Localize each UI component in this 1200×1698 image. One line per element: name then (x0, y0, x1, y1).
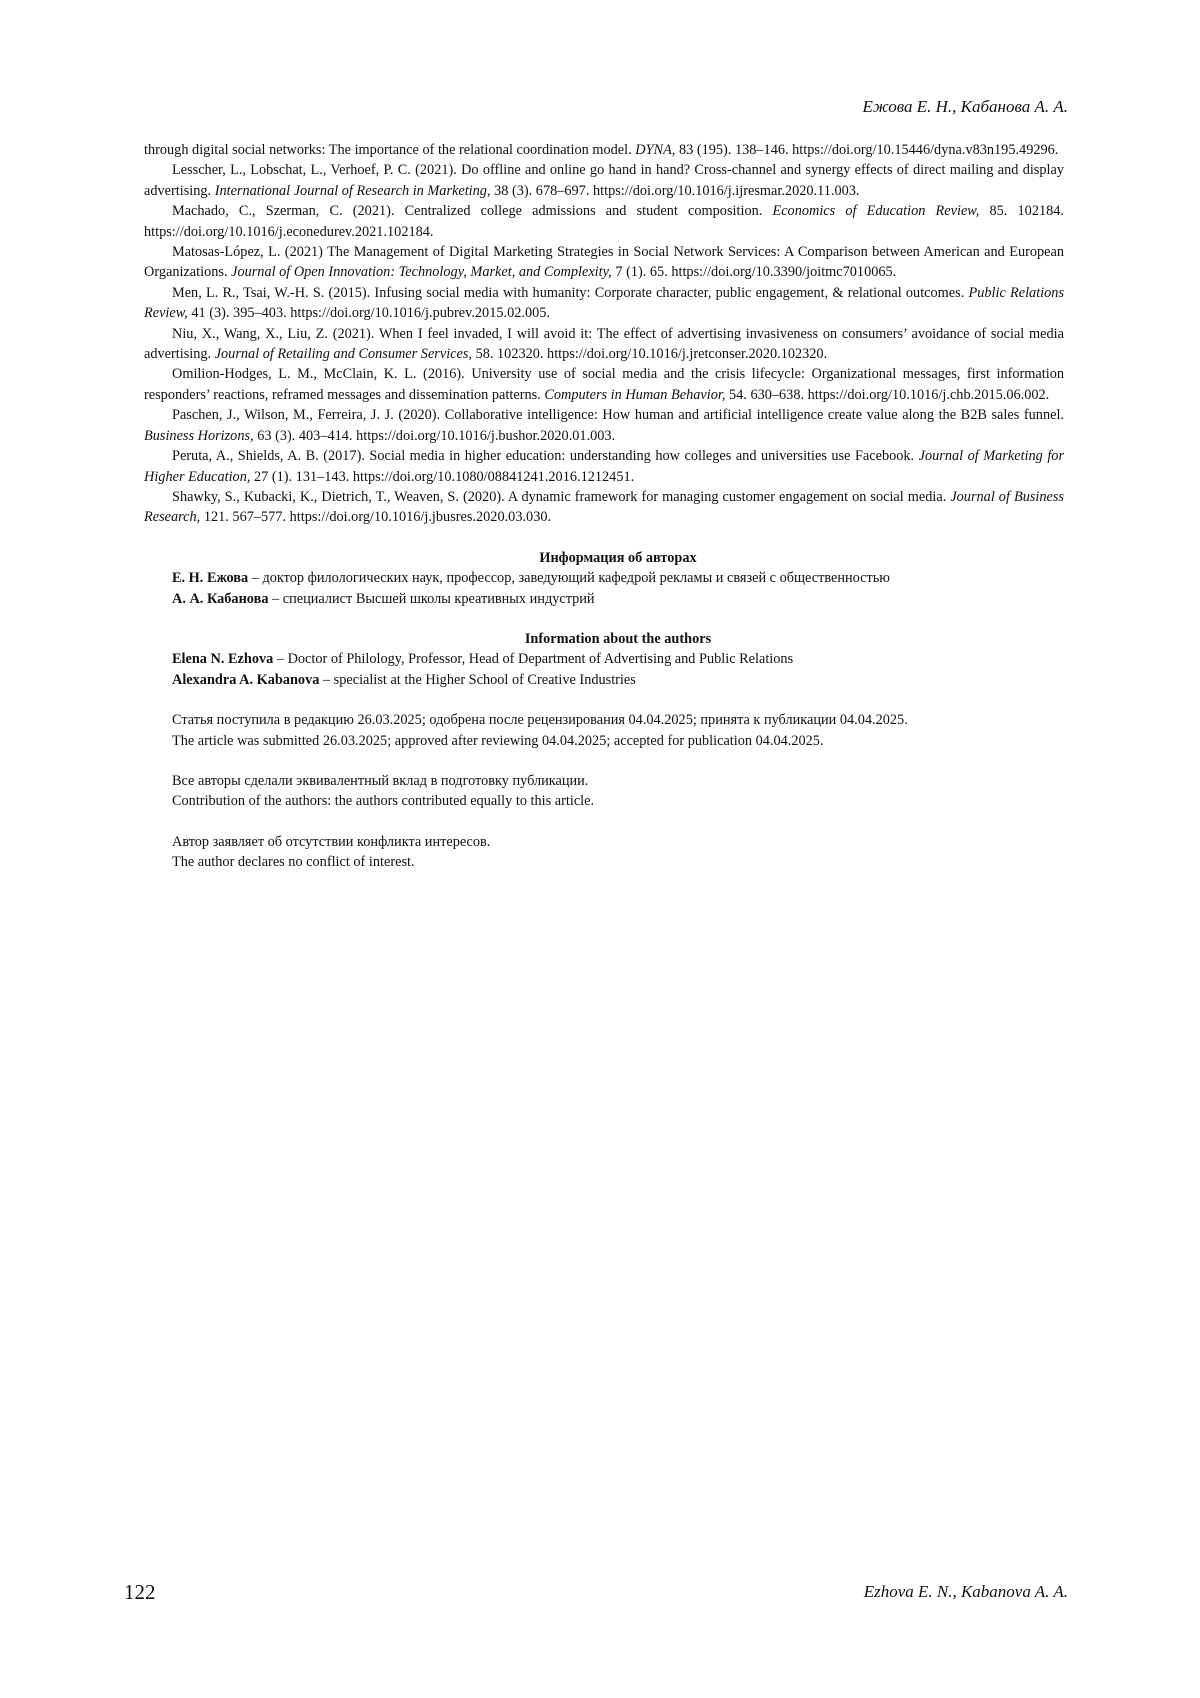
author-line: Е. Н. Ежова – доктор филологических наук, профессор, заведующий кафедрой рекламы и связей с общественностью (172, 570, 890, 587)
page-number: 122 (124, 1580, 156, 1604)
author-name: Elena N. Ezhova (172, 651, 274, 668)
reference-item: Matosas-López, L. (2021) The Management of Digital Marketing Strategies in Social Network Services: A Comparison between American and European Organizations. Journal of Open Innovation: Technology, Market, and Complexity, 7 (1). 65. https://doi.org/10.3390/joitmc7010065. (144, 244, 1064, 281)
author-name: Alexandra A. Kabanova (172, 671, 320, 688)
authors-info-en-title: Information about the authors (524, 630, 712, 647)
author-line: Elena N. Ezhova – Doctor of Philology, Professor, Head of Department of Advertising and Public Relations (172, 651, 794, 668)
author-name: А. А. Кабанова (172, 590, 269, 607)
reference-item: Paschen, J., Wilson, M., Ferreira, J. J. (2020). Collaborative intelligence: How human and artificial intelligence create value along the B2B sales funnel. Business Horizons, 63 (3). 403–414. https://doi.org/10.1016/j.bushor.2020.01.003. (144, 407, 1064, 444)
running-foot: Ezhova E. N., Kabanova A. A. (863, 1582, 1068, 1601)
reference-item: Shawky, S., Kubacki, K., Dietrich, T., Weaven, S. (2020). A dynamic framework for managing customer engagement on social media. Journal of Business Research, 121. 567–577. https://doi.org/10.1016/j.jbusres.2020.03.030. (144, 488, 1064, 526)
author-line: Alexandra A. Kabanova – specialist at the Higher School of Creative Industries (172, 671, 636, 688)
authors-info-ru (144, 548, 1064, 873)
content (144, 140, 1064, 873)
reference-item: Omilion-Hodges, L. M., McClain, K. L. (2016). University use of social media and the crisis lifecycle: Organizational messages, first information responders’ reactions, reframed messages and dissemination patterns. Computers in Human Behavior, 54. 630–638. https://doi.org/10.1016/j.chb.2015.06.002. (144, 366, 1064, 403)
contribution-ru: Все авторы сделали эквивалентный вклад в подготовку публикации. (172, 772, 589, 789)
submission-ru: Статья поступила в редакцию 26.03.2025; одобрена после рецензирования 04.04.2025; принята к публикации 04.04.2025. (172, 712, 908, 729)
reference-item: Men, L. R., Tsai, W.-H. S. (2015). Infusing social media with humanity: Corporate character, public engagement, & relational outcomes. Public Relations Review, 41 (3). 395–403. https://doi.org/10.1016/j.pubrev.2015.02.005. (144, 284, 1065, 322)
submission-en: The article was submitted 26.03.2025; approved after reviewing 04.04.2025; accepted for publication 04.04.2025. (172, 732, 824, 749)
conflict-en: The author declares no conflict of interest. (172, 854, 415, 871)
reference-item: Niu, X., Wang, X., Liu, Z. (2021). When I feel invaded, I will avoid it: The effect of advertising invasiveness on consumers’ avoidance of social media advertising. Journal of Retailing and Consumer Services, 58. 102320. https://doi.org/10.1016/j.jretconser.2020.102320. (144, 325, 1064, 363)
contribution-en: Contribution of the authors: the authors contributed equally to this article. (172, 793, 595, 810)
conflict-ru: Автор заявляет об отсутствии конфликта интересов. (172, 833, 491, 850)
reference-item: through digital social networks: The importance of the relational coordination model. DYNA, 83 (195). 138–146. https://doi.org/10.15446/dyna.v83n195.49296. (144, 142, 1059, 158)
reference-item: Peruta, A., Shields, A. B. (2017). Social media in higher education: understanding how colleges and universities use Facebook. Journal of Marketing for Higher Education, 27 (1). 131–143. https://doi.org/10.1080/08841241.2016.1212451. (144, 448, 1065, 485)
author-name: Е. Н. Ежова (172, 570, 249, 587)
authors-info-ru-title: Информация об авторах (539, 549, 697, 566)
author-line: А. А. Кабанова – специалист Высшей школы креативных индустрий (172, 590, 595, 607)
running-head: Ежова Е. Н., Кабанова А. А. (862, 97, 1068, 116)
reference-item: Machado, C., Szerman, C. (2021). Centralized college admissions and student composition. Economics of Education Review, 85. 102184. https://doi.org/10.1016/j.econedurev.2021.102184. (144, 203, 1064, 240)
reference-list (144, 140, 1064, 528)
reference-item: Lesscher, L., Lobschat, L., Verhoef, P. C. (2021). Do offline and online go hand in hand? Cross-channel and synergy effects of direct mailing and display advertising. International Journal of Research in Marketing, 38 (3). 678–697. https://doi.org/10.1016/j.ijresmar.2020.11.003. (144, 162, 1064, 199)
